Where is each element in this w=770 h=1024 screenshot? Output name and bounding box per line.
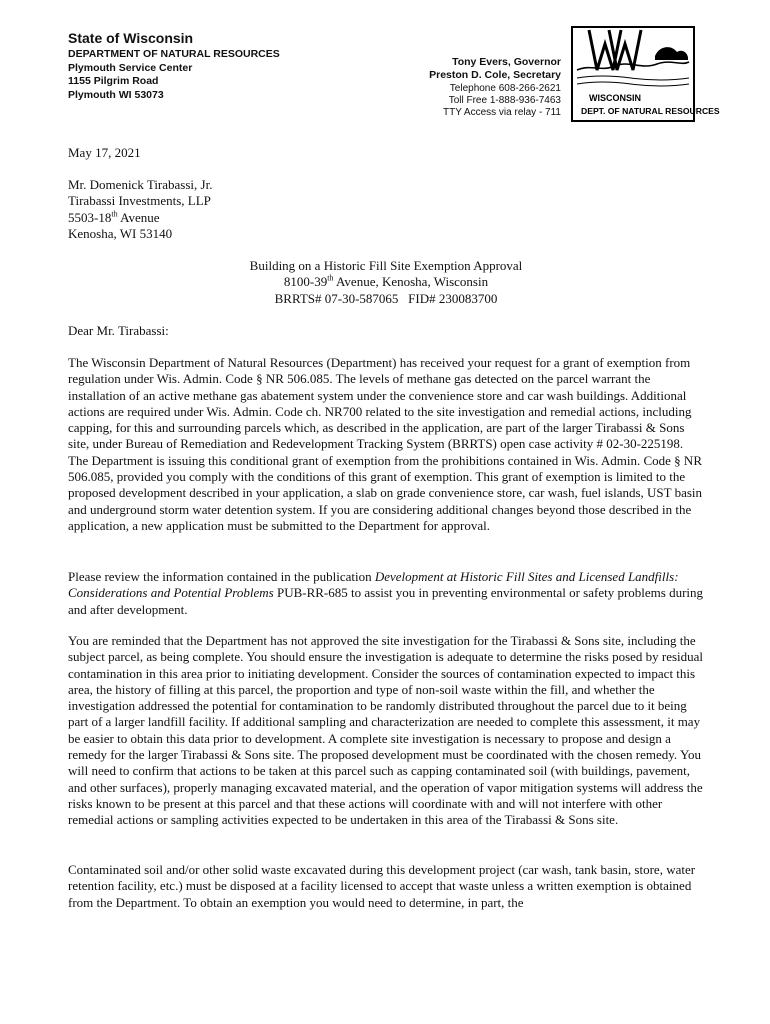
recipient-address bbox=[68, 177, 704, 242]
logo-department: DEPT. OF NATURAL RESOURCES bbox=[581, 106, 720, 116]
state-name: State of Wisconsin bbox=[68, 30, 194, 46]
street-address: 1155 Pilgrim Road bbox=[68, 75, 159, 87]
subject-address: 8100-39th Avenue, Kenosha, Wisconsin bbox=[283, 273, 489, 290]
dnr-logo bbox=[571, 26, 720, 122]
governor-name: Tony Evers, Governor bbox=[452, 56, 561, 68]
paragraph-site-investigation: You are reminded that the Department has not approved the site investigation for the Tirabassi & Sons site, including the subject parcel, as being complete. You should ensure the investigation is adequate to determine the risks posed by residual contamination in this area prior to initiating development. Consider the sources of contamination expected to impact this area, the history of filling at this parcel, the proportion and type of non-soil waste within the fill, and whether the investigation addressed the potential for contamination to be randomly distributed throughout the parcel due to it being part of a larger landfill facility. If additional sampling and characterization are needed to complete this assessment, it may be easier to obtain this data prior to development. A complete site investigation is necessary to propose and design a remedy for the larger Tirabassi & Sons site. The proposed development must be coordinated with the chosen remedy. You will need to confirm that actions to be taken at this parcel such as capping contaminated soil (with buildings, pavement, and other surfaces), properly managing excavated material, and the operation of vapor mitigation systems will address the risks known to be present at this parcel and that these actions will coordinate with and will not interfere with other remedial actions or sampling activities expected to be undertaken in this area of the Tirabassi & Sons site. bbox=[68, 633, 704, 828]
toll-free: Toll Free 1-888-936-7463 bbox=[448, 94, 561, 106]
subject-ids: BRRTS# 07-30-587065 FID# 230083700 bbox=[274, 290, 498, 306]
secretary-name: Preston D. Cole, Secretary bbox=[429, 69, 561, 82]
paragraph-publication: Please review the information contained in the publication Development at Historic Fill Sites and Licensed Landfills: Considerations and Potential Problems PUB-RR-685 to assist you in preventing environmental or safety problems during and after development. bbox=[68, 569, 704, 617]
recipient-company: Tirabassi Investments, LLP bbox=[68, 193, 211, 209]
recipient-street: 5503-18th Avenue bbox=[68, 209, 160, 225]
service-center: Plymouth Service Center bbox=[68, 61, 193, 74]
paragraph-disposal: Contaminated soil and/or other solid waste excavated during this development project (car wash, tank basin, store, water retention facility, etc.) must be disposed at a facility licensed to accept that waste unless a written exemption is obtained from the Department. To obtain an exemption you would need to determine, in part, the bbox=[68, 862, 696, 910]
letter-date: May 17, 2021 bbox=[68, 145, 141, 160]
department-name: DEPARTMENT OF NATURAL RESOURCES bbox=[68, 48, 280, 60]
telephone: Telephone 608-266-2621 bbox=[449, 82, 561, 94]
letterhead-organization bbox=[68, 30, 280, 102]
logo-wisconsin: WISCONSIN bbox=[589, 93, 642, 103]
recipient-name: Mr. Domenick Tirabassi, Jr. bbox=[68, 177, 213, 192]
paragraph-exemption: The Wisconsin Department of Natural Resources (Department) has received your request for a grant of exemption from regulation under Wis. Admin. Code § NR 506.085. The levels of methane gas detected on the parcel warrant the installation of an active methane gas abatement system under the convenience store and car wash buildings. Additional actions are required under Wis. Admin. Code ch. NR700 related to the site investigation and remedial actions, including capping, for this and surrounding parcels which, as described in the application, are part of the larger Tirabassi & Sons site, under Bureau of Remediation and Redevelopment Tracking System (BRRTS) open case activity # 02-30-225198. The Department is issuing this conditional grant of exemption from the prohibitions contained in Wis. Admin. Code § NR 506.085, provided you comply with the conditions of this grant of exemption. This grant of exemption is limited to the proposed development described in your application, a slab on grade convenience store, car wash, fuel islands, UST basin and underground storm water detention system. If you are considering additional changes beyond those described in the application, a new application must be submitted to the Department for approval. bbox=[68, 355, 703, 533]
subject-block bbox=[68, 258, 704, 307]
subject-title: Building on a Historic Fill Site Exemption Approval bbox=[249, 258, 523, 273]
publication-title: Development at Historic Fill Sites and Licensed Landfills: Considerations and Potential Problems bbox=[68, 569, 679, 601]
city-address: Plymouth WI 53073 bbox=[68, 88, 164, 101]
letterhead-officials bbox=[429, 56, 561, 119]
recipient-city: Kenosha, WI 53140 bbox=[68, 225, 173, 241]
salutation: Dear Mr. Tirabassi: bbox=[68, 323, 169, 338]
tty-access: TTY Access via relay - 711 bbox=[442, 107, 561, 119]
